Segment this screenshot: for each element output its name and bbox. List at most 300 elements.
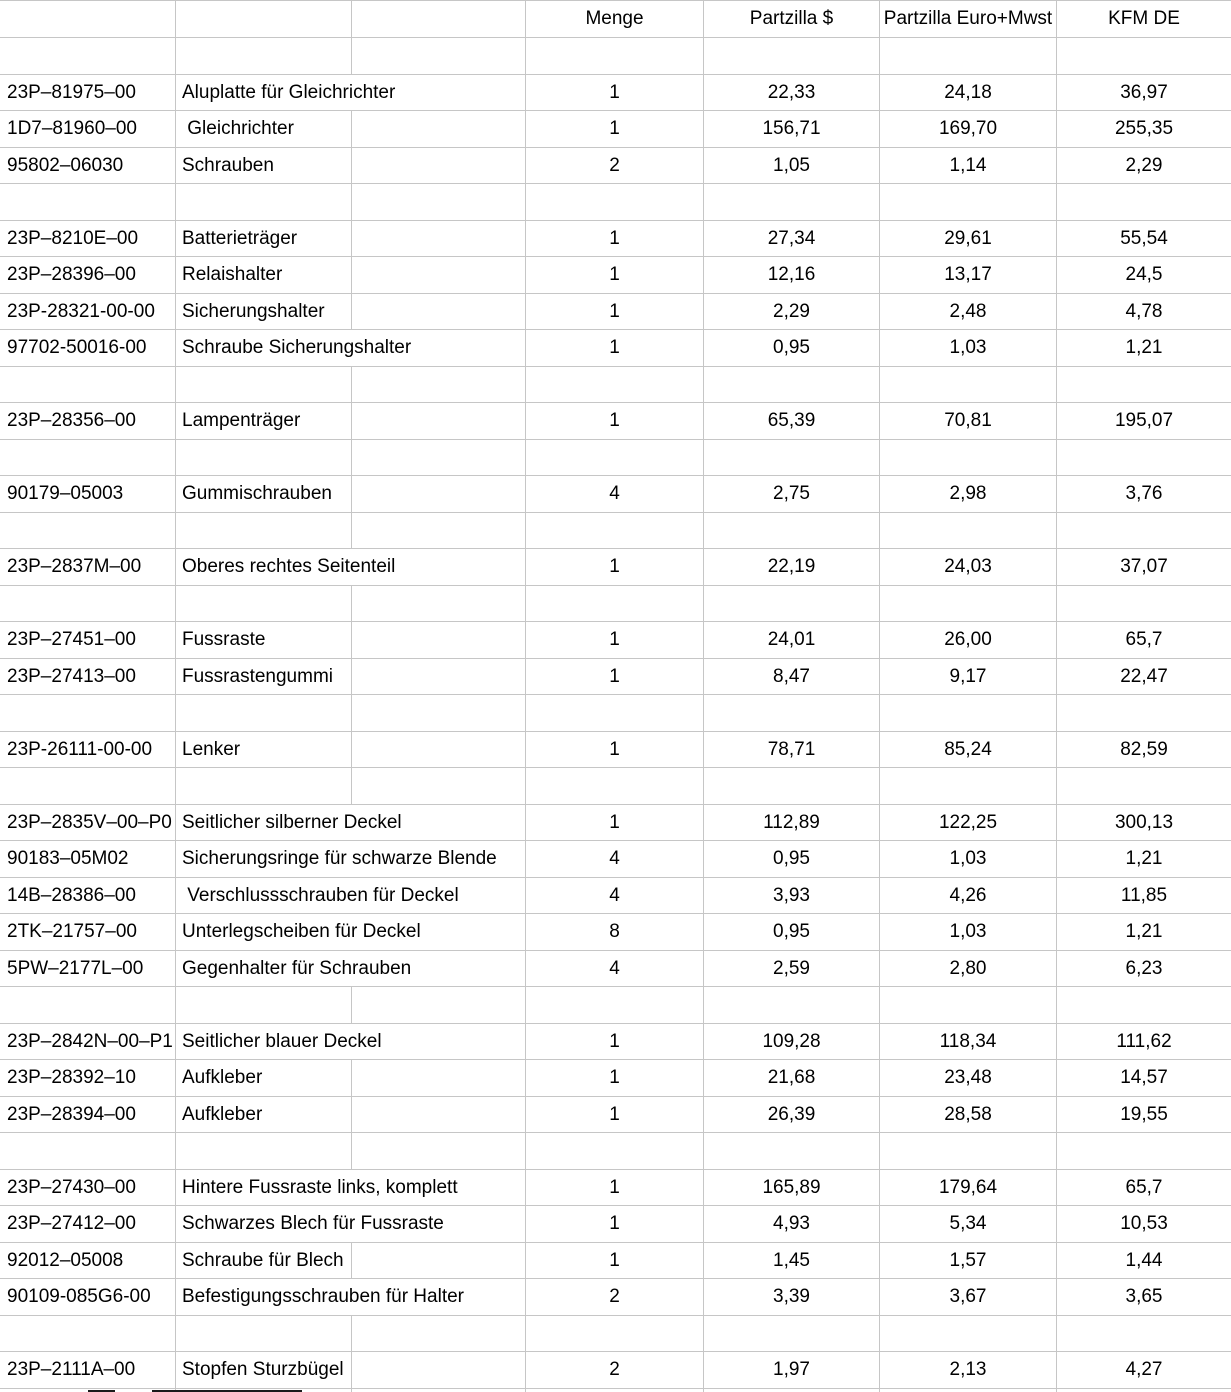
table-row (0, 476, 1231, 513)
cell-part-number[interactable] (0, 440, 176, 476)
cell-part-number[interactable]: 23P–8210E–00 (0, 221, 176, 257)
cell-part-number[interactable]: 95802–06030 (0, 148, 176, 184)
description-text: Schrauben (182, 154, 274, 176)
cell-partzilla-eur[interactable] (880, 1389, 1057, 1392)
column-divider (351, 1243, 352, 1279)
cell-menge[interactable] (526, 38, 704, 74)
description-text: Verschlussschrauben für Deckel (182, 884, 459, 906)
cell-kfm-de[interactable]: 2,29 (1125, 154, 1163, 176)
column-divider (351, 294, 352, 330)
cell-kfm-de[interactable]: 111,62 (1116, 1030, 1172, 1052)
cell-kfm-de[interactable]: 11,85 (1120, 884, 1168, 906)
cell-partzilla-eur[interactable] (880, 1316, 1057, 1352)
table-row-empty (0, 1316, 1231, 1353)
cell-description[interactable] (176, 440, 526, 476)
cell-menge[interactable]: 4 (526, 878, 704, 914)
cell-partzilla-usd[interactable]: 4,93 (704, 1206, 880, 1242)
table-row (0, 732, 1231, 769)
cell-kfm-de[interactable]: 19,55 (1120, 1103, 1168, 1125)
cell-part-number[interactable]: 23P–2111A–00 (0, 1352, 176, 1388)
cell-menge[interactable] (526, 513, 704, 549)
cell-partzilla-usd[interactable]: 65,39 (704, 403, 880, 439)
description-text: Schraube Sicherungshalter (182, 337, 412, 358)
cell-part-number[interactable]: 23P–27413–00 (0, 659, 176, 695)
cell-kfm-de[interactable]: 1,21 (1125, 921, 1163, 942)
cell-menge[interactable]: 1 (526, 622, 704, 658)
cell-description[interactable] (176, 951, 526, 987)
cell-partzilla-eur[interactable]: 1,03 (880, 914, 1057, 950)
table-row-empty (0, 987, 1231, 1024)
cell-partzilla-eur[interactable]: 24,03 (880, 549, 1057, 585)
description-text: Aufkleber (182, 1067, 263, 1088)
cell-partzilla-eur[interactable] (880, 513, 1057, 549)
cell-partzilla-usd[interactable]: 112,89 (704, 805, 880, 841)
cell-description[interactable] (176, 768, 526, 804)
cell-menge[interactable]: 2 (526, 148, 704, 184)
cell-description[interactable] (176, 1206, 526, 1242)
cell-kfm-de[interactable]: 300,13 (1114, 811, 1174, 833)
column-divider (351, 440, 352, 476)
table-row (0, 1206, 1231, 1243)
column-divider (351, 38, 352, 74)
cell-description[interactable] (176, 294, 526, 330)
cell-kfm-de[interactable] (1057, 513, 1231, 549)
cell-part-number[interactable] (0, 38, 176, 74)
description-text: Gleichrichter (182, 118, 294, 139)
cell-partzilla-usd[interactable]: 0,95 (704, 914, 880, 950)
cell-part-number[interactable]: 97702-50016-00 (0, 330, 176, 366)
column-divider (351, 403, 352, 439)
cell-partzilla-eur[interactable]: 118,34 (880, 1024, 1057, 1060)
description-text: Fussraste (182, 629, 266, 650)
cell-part-number[interactable] (0, 513, 176, 549)
table-row (0, 1060, 1231, 1097)
cell-partzilla-eur[interactable]: 1,57 (880, 1243, 1057, 1279)
cell-partzilla-usd[interactable]: 24,01 (704, 622, 880, 658)
cell-partzilla-usd[interactable]: 1,97 (704, 1352, 880, 1388)
cell-part-number[interactable]: 23P–28356–00 (0, 403, 176, 439)
cell-menge[interactable]: 1 (526, 659, 704, 695)
column-divider (351, 586, 352, 622)
cell-menge[interactable]: 8 (526, 914, 704, 950)
cell-partzilla-usd[interactable] (704, 768, 880, 804)
cell-partzilla-eur[interactable]: 5,34 (880, 1206, 1057, 1242)
cell-partzilla-eur[interactable]: 4,26 (880, 878, 1057, 914)
cell-partzilla-eur[interactable]: 70,81 (880, 403, 1057, 439)
cell-description[interactable] (176, 987, 526, 1023)
cell-partzilla-eur[interactable]: 26,00 (880, 622, 1057, 658)
cell-description[interactable] (176, 75, 526, 111)
cell-kfm-de[interactable]: 195,07 (1114, 410, 1174, 431)
cell-description[interactable] (176, 513, 526, 549)
table-row (0, 148, 1231, 185)
cell-part-number[interactable] (0, 184, 176, 220)
cell-description[interactable] (176, 1060, 526, 1096)
cell-partzilla-eur[interactable]: 24,18 (880, 75, 1057, 111)
cell-description[interactable] (176, 878, 526, 914)
cell-partzilla-usd[interactable] (704, 695, 880, 731)
description-text: Gegenhalter für Schrauben (182, 957, 412, 979)
cell-kfm-de[interactable]: 82,59 (1120, 738, 1168, 760)
cell-description[interactable] (176, 1279, 526, 1315)
cell-menge[interactable]: 1 (526, 75, 704, 111)
header-row (0, 1, 1231, 38)
cell-partzilla-eur[interactable]: 169,70 (880, 111, 1057, 147)
description-text: Aluplatte für Gleichrichter (182, 81, 396, 103)
cell-part-number[interactable]: 92012–05008 (0, 1243, 176, 1279)
cell-menge[interactable] (526, 184, 704, 220)
cell-partzilla-usd[interactable]: 165,89 (704, 1170, 880, 1206)
table-row (0, 221, 1231, 258)
description-text: Batterieträger (182, 227, 298, 249)
description-text: Relaishalter (182, 264, 283, 285)
cell-kfm-de[interactable] (1057, 1389, 1231, 1392)
cell-partzilla-eur[interactable] (880, 768, 1057, 804)
cell-kfm-de[interactable]: 65,7 (1125, 1176, 1163, 1198)
cell-partzilla-usd[interactable] (704, 1133, 880, 1169)
cell-description[interactable] (176, 695, 526, 731)
cell-part-number[interactable] (0, 1133, 176, 1169)
cell-part-number[interactable]: 23P–2837M–00 (0, 549, 176, 585)
cell-part-number[interactable] (0, 695, 176, 731)
cell-kfm-de[interactable] (1057, 367, 1231, 403)
table-row (0, 75, 1231, 112)
cell-partzilla-usd[interactable]: 0,95 (704, 330, 880, 366)
description-text: Schwarzes Blech für Fussraste (182, 1213, 444, 1234)
column-divider (351, 622, 352, 658)
cell-menge[interactable]: 1 (526, 403, 704, 439)
column-divider (351, 695, 352, 731)
cell-partzilla-eur[interactable] (880, 1133, 1057, 1169)
cell-kfm-de[interactable] (1057, 440, 1231, 476)
description-text: Stopfen Sturzbügel (182, 1359, 344, 1380)
cell-description[interactable] (176, 330, 526, 366)
cell-menge[interactable]: 1 (526, 549, 704, 585)
cell-partzilla-eur[interactable]: 2,80 (880, 951, 1057, 987)
table-row (0, 1170, 1231, 1207)
cell-partzilla-usd[interactable] (704, 586, 880, 622)
cell-partzilla-eur[interactable] (880, 367, 1057, 403)
cell-description[interactable] (176, 403, 526, 439)
description-text: Hintere Fussraste links, komplett (182, 1176, 458, 1198)
description-text: Gummischrauben (182, 483, 332, 504)
cell-partzilla-usd[interactable] (704, 513, 880, 549)
cell-part-number[interactable]: 23P–2842N–00–P1 (0, 1024, 176, 1060)
cell-partzilla-usd[interactable]: 2,59 (704, 951, 880, 987)
description-text: Sicherungshalter (182, 300, 325, 322)
cell-part-number[interactable]: 1D7–81960–00 (0, 111, 176, 147)
cell-part-number[interactable]: 23P–28392–10 (0, 1060, 176, 1096)
cell-description[interactable] (176, 1133, 526, 1169)
cell-description[interactable] (176, 184, 526, 220)
cell-menge[interactable]: 1 (526, 1024, 704, 1060)
cell-kfm-de[interactable] (1057, 695, 1231, 731)
cell-partzilla-usd[interactable]: 2,29 (704, 294, 880, 330)
cell-partzilla-usd[interactable] (704, 367, 880, 403)
cell-partzilla-usd[interactable]: 1,45 (704, 1243, 880, 1279)
cell-description[interactable] (176, 1024, 526, 1060)
cell-partzilla-usd[interactable] (704, 1389, 880, 1392)
cell-description[interactable] (176, 38, 526, 74)
cell-description[interactable] (176, 622, 526, 658)
table-row-empty (0, 1133, 1231, 1170)
cell-menge[interactable] (526, 586, 704, 622)
cell-part-number[interactable]: 23P-26111-00-00 (0, 732, 176, 768)
cell-description[interactable] (176, 476, 526, 512)
cell-part-number[interactable] (0, 987, 176, 1023)
cell-kfm-de[interactable] (1057, 38, 1231, 74)
cell-kfm-de[interactable]: 10,53 (1120, 1213, 1168, 1234)
cell-partzilla-usd[interactable]: 156,71 (704, 111, 880, 147)
table-row (0, 841, 1231, 878)
cell-description[interactable] (176, 367, 526, 403)
cell-menge[interactable] (526, 768, 704, 804)
cell-part-number[interactable]: 5PW–2177L–00 (0, 951, 176, 987)
cell-menge[interactable] (526, 987, 704, 1023)
cell-description[interactable] (176, 659, 526, 695)
table-row (0, 330, 1231, 367)
cell-menge[interactable]: 1 (526, 1243, 704, 1279)
cell-partzilla-eur[interactable] (880, 184, 1057, 220)
column-divider (351, 1060, 352, 1096)
cell-kfm-de[interactable]: 24,5 (1125, 264, 1163, 285)
cell-part-number[interactable]: 23P–28394–00 (0, 1097, 176, 1133)
cell-partzilla-eur[interactable] (880, 695, 1057, 731)
cell-part-number[interactable]: 23P–27451–00 (0, 622, 176, 658)
cell-description[interactable] (176, 841, 526, 877)
cell-kfm-de[interactable]: 1,21 (1125, 848, 1163, 869)
cell-partzilla-eur[interactable]: 29,61 (880, 221, 1057, 257)
cell-partzilla-eur[interactable]: 13,17 (880, 257, 1057, 293)
cell-kfm-de[interactable] (1057, 586, 1231, 622)
table-row (0, 1243, 1231, 1280)
cell-description[interactable] (176, 221, 526, 257)
table-row (0, 951, 1231, 988)
cell-part-number[interactable]: 90183–05M02 (0, 841, 176, 877)
cell-partzilla-eur[interactable]: 179,64 (880, 1170, 1057, 1206)
cell-part-number[interactable]: 23P–2835V–00–P0 (0, 805, 176, 841)
cell-partzilla-eur[interactable]: 85,24 (880, 732, 1057, 768)
cell-partzilla-usd[interactable]: 3,39 (704, 1279, 880, 1315)
description-text: Fussrastengummi (182, 665, 333, 687)
cell-menge[interactable]: 4 (526, 476, 704, 512)
cell-kfm-de[interactable] (1057, 184, 1231, 220)
cell-menge[interactable]: 1 (526, 1097, 704, 1133)
table-row-empty (0, 367, 1231, 404)
cell-partzilla-usd[interactable]: 2,75 (704, 476, 880, 512)
cell-partzilla-eur[interactable] (880, 586, 1057, 622)
cell-description[interactable] (176, 111, 526, 147)
cell-description[interactable] (176, 257, 526, 293)
table-row (0, 914, 1231, 951)
cell-kfm-de[interactable] (1057, 768, 1231, 804)
cell-partzilla-eur[interactable] (880, 440, 1057, 476)
cell-menge[interactable]: 1 (526, 330, 704, 366)
cell-menge[interactable] (526, 440, 704, 476)
cell-partzilla-eur[interactable]: 3,67 (880, 1279, 1057, 1315)
column-divider (351, 1133, 352, 1169)
cell-description[interactable] (176, 1097, 526, 1133)
cell-kfm-de[interactable] (1057, 1133, 1231, 1169)
cell-partzilla-eur[interactable]: 9,17 (880, 659, 1057, 695)
cell-menge[interactable]: 1 (526, 257, 704, 293)
cell-partzilla-eur[interactable]: 2,48 (880, 294, 1057, 330)
cell-part-number[interactable]: 23P–28396–00 (0, 257, 176, 293)
cell-kfm-de[interactable]: 255,35 (1114, 118, 1174, 139)
header-cell-part-number[interactable] (0, 1, 176, 37)
cell-kfm-de[interactable]: 3,65 (1125, 1286, 1163, 1307)
cell-kfm-de[interactable] (1057, 987, 1231, 1023)
header-cell-partzilla-usd[interactable]: Partzilla $ (704, 1, 880, 37)
cell-partzilla-usd[interactable] (704, 1316, 880, 1352)
cell-partzilla-eur[interactable]: 1,03 (880, 330, 1057, 366)
cell-menge[interactable]: 1 (526, 221, 704, 257)
cell-menge[interactable]: 2 (526, 1279, 704, 1315)
cell-menge[interactable] (526, 1389, 704, 1392)
cell-kfm-de[interactable]: 1,44 (1125, 1249, 1163, 1271)
cell-menge[interactable]: 1 (526, 805, 704, 841)
cell-partzilla-usd[interactable]: 109,28 (704, 1024, 880, 1060)
cell-part-number[interactable] (0, 1316, 176, 1352)
description-text: Aufkleber (182, 1103, 263, 1125)
cell-kfm-de[interactable]: 3,76 (1125, 483, 1163, 504)
cell-kfm-de[interactable] (1057, 1316, 1231, 1352)
description-text: Seitlicher blauer Deckel (182, 1030, 382, 1052)
cell-menge[interactable]: 1 (526, 1170, 704, 1206)
cell-menge[interactable]: 4 (526, 841, 704, 877)
table-row-empty (0, 695, 1231, 732)
cell-menge[interactable]: 2 (526, 1352, 704, 1388)
cell-kfm-de[interactable]: 65,7 (1125, 629, 1163, 650)
column-divider (351, 111, 352, 147)
cell-menge[interactable] (526, 1133, 704, 1169)
cell-partzilla-usd[interactable]: 1,05 (704, 148, 880, 184)
cell-partzilla-usd[interactable]: 12,16 (704, 257, 880, 293)
cell-part-number[interactable]: 23P-28321-00-00 (0, 294, 176, 330)
cell-kfm-de[interactable]: 36,97 (1120, 81, 1168, 103)
cell-kfm-de[interactable]: 4,78 (1125, 300, 1163, 322)
table-row (0, 549, 1231, 586)
cell-partzilla-usd[interactable]: 78,71 (704, 732, 880, 768)
cell-kfm-de[interactable]: 55,54 (1120, 227, 1168, 249)
table-row (0, 878, 1231, 915)
cell-part-number[interactable]: 2TK–21757–00 (0, 914, 176, 950)
column-divider (351, 732, 352, 768)
cell-description[interactable] (176, 914, 526, 950)
cell-partzilla-usd[interactable]: 22,33 (704, 75, 880, 111)
cell-description[interactable] (176, 586, 526, 622)
cell-partzilla-usd[interactable]: 27,34 (704, 221, 880, 257)
cell-description[interactable] (176, 148, 526, 184)
cell-description[interactable] (176, 549, 526, 585)
table-row (0, 294, 1231, 331)
header-cell-menge[interactable]: Menge (526, 1, 704, 37)
cell-menge[interactable]: 1 (526, 1060, 704, 1096)
cell-part-number[interactable]: 90109-085G6-00 (0, 1279, 176, 1315)
cell-kfm-de[interactable]: 4,27 (1125, 1359, 1163, 1380)
cell-partzilla-usd[interactable]: 21,68 (704, 1060, 880, 1096)
cell-description[interactable] (176, 1170, 526, 1206)
cell-part-number[interactable]: 90179–05003 (0, 476, 176, 512)
column-divider (351, 476, 352, 512)
cell-kfm-de[interactable]: 1,21 (1125, 337, 1163, 358)
description-text: Befestigungsschrauben für Halter (182, 1286, 464, 1307)
cell-partzilla-eur[interactable]: 1,14 (880, 148, 1057, 184)
description-text: Sicherungsringe für schwarze Blende (182, 848, 497, 869)
cell-part-number[interactable] (0, 367, 176, 403)
table-row (0, 1097, 1231, 1134)
cell-partzilla-eur[interactable]: 122,25 (880, 805, 1057, 841)
cell-kfm-de[interactable]: 22,47 (1120, 665, 1168, 687)
cell-partzilla-usd[interactable]: 8,47 (704, 659, 880, 695)
header-cell-kfm-de[interactable]: KFM DE (1108, 8, 1180, 29)
cell-part-number[interactable]: 23P–27430–00 (0, 1170, 176, 1206)
cell-partzilla-eur[interactable]: 2,98 (880, 476, 1057, 512)
header-cell-partzilla-eur[interactable]: Partzilla Euro+Mwst (880, 1, 1057, 37)
cell-part-number[interactable]: 23P–81975–00 (0, 75, 176, 111)
cell-kfm-de[interactable]: 37,07 (1120, 556, 1168, 577)
column-divider (351, 659, 352, 695)
cell-part-number[interactable]: 14B–28386–00 (0, 878, 176, 914)
cell-partzilla-usd[interactable]: 0,95 (704, 841, 880, 877)
description-text: Unterlegscheiben für Deckel (182, 921, 421, 942)
cell-part-number[interactable]: 23P–27412–00 (0, 1206, 176, 1242)
cell-partzilla-eur[interactable]: 2,13 (880, 1352, 1057, 1388)
table-row-empty (0, 768, 1231, 805)
cell-description[interactable] (176, 805, 526, 841)
cell-menge[interactable]: 4 (526, 951, 704, 987)
table-row-empty (0, 513, 1231, 550)
column-divider (351, 513, 352, 549)
cell-partzilla-usd[interactable] (704, 987, 880, 1023)
cell-partzilla-eur[interactable]: 23,48 (880, 1060, 1057, 1096)
cell-menge[interactable]: 1 (526, 732, 704, 768)
cell-menge[interactable] (526, 1316, 704, 1352)
header-cell-description[interactable] (176, 1, 526, 37)
cell-menge[interactable] (526, 695, 704, 731)
cell-part-number[interactable] (0, 768, 176, 804)
column-divider (351, 367, 352, 403)
cell-kfm-de[interactable]: 6,23 (1125, 957, 1163, 979)
cell-menge[interactable] (526, 367, 704, 403)
cell-partzilla-usd[interactable] (704, 184, 880, 220)
cell-description[interactable] (176, 1352, 526, 1388)
cell-part-number[interactable] (0, 586, 176, 622)
column-divider (351, 1316, 352, 1352)
cell-partzilla-usd[interactable]: 3,93 (704, 878, 880, 914)
cell-menge[interactable]: 1 (526, 111, 704, 147)
cell-partzilla-eur[interactable] (880, 38, 1057, 74)
cell-partzilla-usd[interactable]: 22,19 (704, 549, 880, 585)
cell-description[interactable] (176, 732, 526, 768)
cell-partzilla-eur[interactable]: 1,03 (880, 841, 1057, 877)
cell-description[interactable] (176, 1243, 526, 1279)
table-row (0, 257, 1231, 294)
cell-partzilla-eur[interactable] (880, 987, 1057, 1023)
description-text: Lenker (182, 738, 241, 760)
cell-menge[interactable]: 1 (526, 1206, 704, 1242)
description-text: Seitlicher silberner Deckel (182, 811, 402, 833)
cell-partzilla-usd[interactable] (704, 38, 880, 74)
cell-partzilla-eur[interactable]: 28,58 (880, 1097, 1057, 1133)
cell-description[interactable] (176, 1316, 526, 1352)
cell-kfm-de[interactable]: 14,57 (1120, 1067, 1168, 1088)
cell-menge[interactable]: 1 (526, 294, 704, 330)
cell-partzilla-usd[interactable]: 26,39 (704, 1097, 880, 1133)
table-row-empty (0, 586, 1231, 623)
cell-partzilla-usd[interactable] (704, 440, 880, 476)
table-body (0, 38, 1231, 1392)
